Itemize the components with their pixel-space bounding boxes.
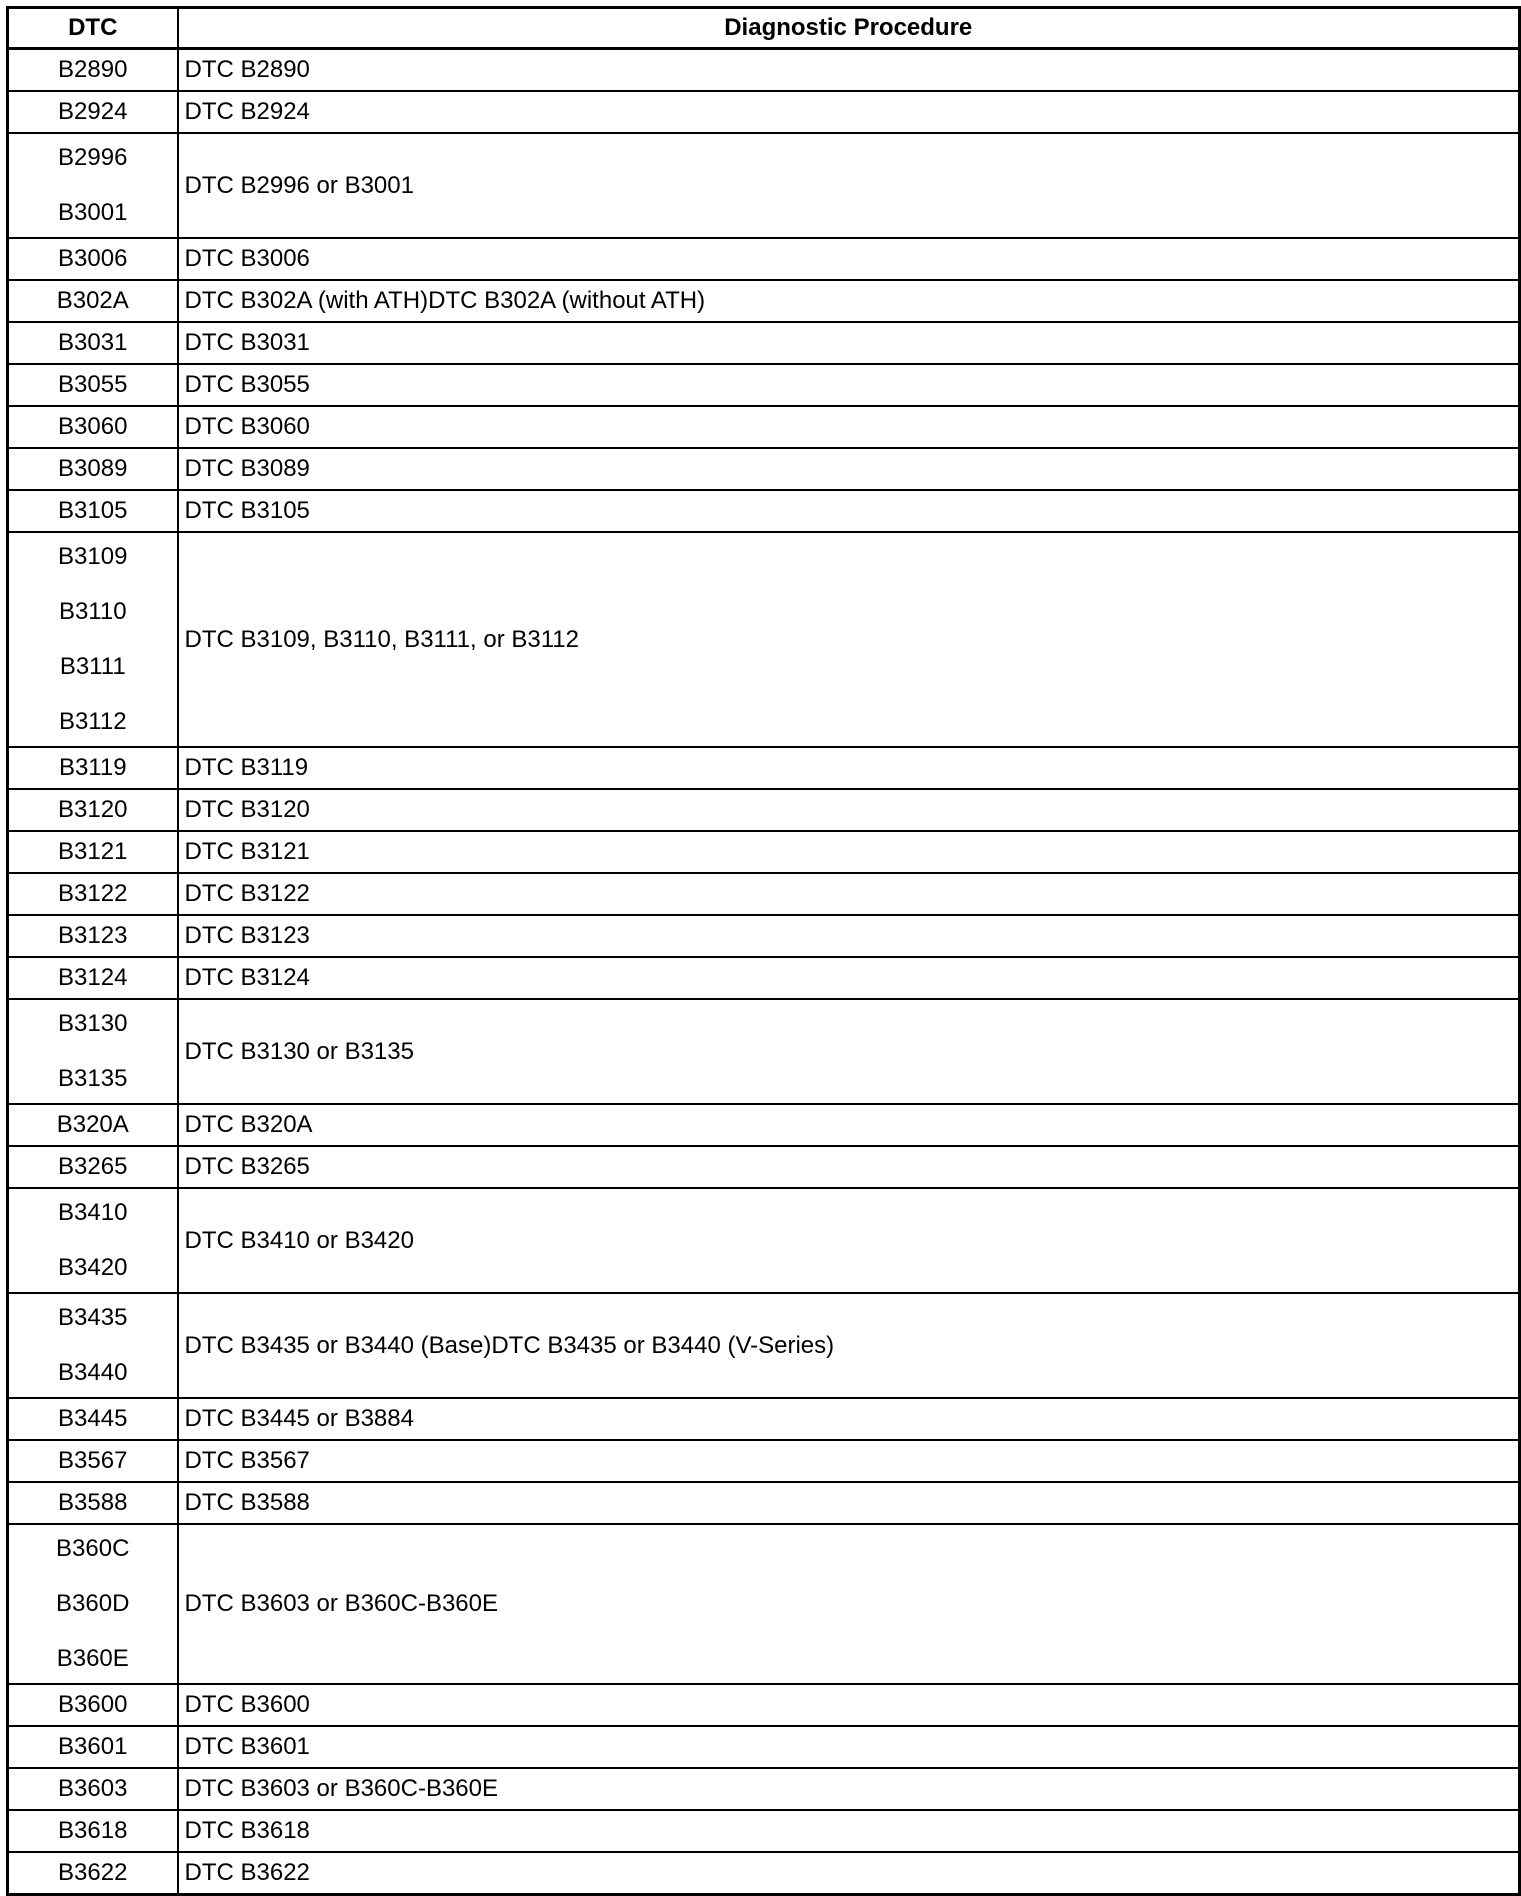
diagnostic-procedure-link[interactable]: DTC B3109, B3110, B3111, or B3112 xyxy=(178,532,1520,747)
dtc-code-cell xyxy=(8,1104,178,1146)
table-row xyxy=(8,322,1520,364)
dtc-code-cell xyxy=(8,999,178,1104)
dtc-code-cell xyxy=(8,448,178,490)
dtc-code-cell xyxy=(8,532,178,747)
table-row xyxy=(8,873,1520,915)
dtc-code-cell xyxy=(8,49,178,92)
table-row xyxy=(8,789,1520,831)
dtc-code: B3440 xyxy=(58,1359,128,1386)
dtc-code: B3111 xyxy=(59,653,126,680)
table-row xyxy=(8,406,1520,448)
table-row xyxy=(8,1146,1520,1188)
diagnostic-procedure-link[interactable]: DTC B2924 xyxy=(178,91,1520,133)
dtc-code: B3601 xyxy=(58,1733,128,1760)
diagnostic-procedure-link[interactable]: DTC B3006 xyxy=(178,238,1520,280)
diagnostic-procedure-link[interactable]: DTC B3588 xyxy=(178,1482,1520,1524)
diagnostic-procedure-link[interactable]: DTC B2890 xyxy=(178,49,1520,92)
table-row xyxy=(8,957,1520,999)
diagnostic-procedure-link[interactable]: DTC B3622 xyxy=(178,1852,1520,1895)
dtc-code: B3112 xyxy=(58,708,127,735)
dtc-code-cell xyxy=(8,1482,178,1524)
diagnostic-procedure-link[interactable]: DTC B3603 or B360C-B360E xyxy=(178,1768,1520,1810)
dtc-code: B3105 xyxy=(58,497,128,524)
dtc-code-cell xyxy=(8,1768,178,1810)
dtc-code-cell xyxy=(8,1810,178,1852)
diagnostic-procedure-link[interactable]: DTC B3031 xyxy=(178,322,1520,364)
diagnostic-procedure-link[interactable]: DTC B3122 xyxy=(178,873,1520,915)
dtc-code-cell xyxy=(8,873,178,915)
table-row xyxy=(8,1726,1520,1768)
diagnostic-procedure-link[interactable]: DTC B3601 xyxy=(178,1726,1520,1768)
dtc-code: B3124 xyxy=(58,964,128,991)
dtc-code: B320A xyxy=(56,1111,129,1138)
dtc-code: B3567 xyxy=(58,1447,128,1474)
dtc-code-cell xyxy=(8,406,178,448)
dtc-code-cell xyxy=(8,91,178,133)
dtc-code-cell xyxy=(8,915,178,957)
header-row xyxy=(8,8,1520,49)
dtc-code: B3119 xyxy=(58,754,127,781)
dtc-code: B3130 xyxy=(58,1010,128,1037)
diagnostic-procedure-link[interactable]: DTC B3265 xyxy=(178,1146,1520,1188)
dtc-code-cell xyxy=(8,1726,178,1768)
table-header xyxy=(8,8,1520,49)
table-row xyxy=(8,1524,1520,1684)
table-row xyxy=(8,364,1520,406)
dtc-table xyxy=(6,6,1521,1896)
dtc-code-cell xyxy=(8,1293,178,1398)
dtc-code: B3588 xyxy=(58,1489,128,1516)
dtc-code-cell xyxy=(8,1188,178,1293)
dtc-code: B3265 xyxy=(58,1153,128,1180)
dtc-code: B360C xyxy=(56,1535,130,1562)
dtc-code: B3622 xyxy=(58,1859,128,1886)
table-row xyxy=(8,1188,1520,1293)
dtc-code: B2924 xyxy=(58,98,128,125)
dtc-code: B3121 xyxy=(58,838,128,865)
diagnostic-procedure-link[interactable]: DTC B3618 xyxy=(178,1810,1520,1852)
diagnostic-procedure-link[interactable]: DTC B3121 xyxy=(178,831,1520,873)
dtc-code: B3600 xyxy=(58,1691,128,1718)
dtc-code-cell xyxy=(8,322,178,364)
table-row xyxy=(8,831,1520,873)
dtc-code: B360E xyxy=(56,1645,129,1672)
diagnostic-procedure-link[interactable]: DTC B3130 or B3135 xyxy=(178,999,1520,1104)
dtc-code: B3603 xyxy=(58,1775,128,1802)
dtc-code-cell xyxy=(8,1524,178,1684)
table-row xyxy=(8,1398,1520,1440)
diagnostic-procedure-link[interactable]: DTC B3124 xyxy=(178,957,1520,999)
dtc-code-cell xyxy=(8,1852,178,1895)
dtc-code: B3001 xyxy=(58,199,128,226)
table-row xyxy=(8,1482,1520,1524)
dtc-code: B3006 xyxy=(58,245,128,272)
table-body xyxy=(8,49,1520,1895)
table-row xyxy=(8,747,1520,789)
dtc-code: B3445 xyxy=(58,1405,128,1432)
dtc-code: B3420 xyxy=(58,1254,128,1281)
dtc-code: B3110 xyxy=(58,598,127,625)
dtc-code: B3135 xyxy=(58,1065,128,1092)
dtc-code: B3618 xyxy=(58,1817,128,1844)
dtc-code: B3123 xyxy=(58,922,128,949)
table-row xyxy=(8,49,1520,92)
table-row xyxy=(8,1293,1520,1398)
table-row xyxy=(8,532,1520,747)
diagnostic-procedure-link[interactable]: DTC B3120 xyxy=(178,789,1520,831)
dtc-code: B2996 xyxy=(58,144,128,171)
diagnostic-procedure-link[interactable]: DTC B3105 xyxy=(178,490,1520,532)
diagnostic-procedure-link[interactable]: DTC B302A (with ATH)DTC B302A (without ATH) xyxy=(178,280,1520,322)
dtc-code-cell xyxy=(8,1146,178,1188)
dtc-document xyxy=(6,6,1518,1886)
dtc-code-cell xyxy=(8,238,178,280)
table-row xyxy=(8,1768,1520,1810)
table-row xyxy=(8,1684,1520,1726)
dtc-code-cell xyxy=(8,1684,178,1726)
table-row xyxy=(8,238,1520,280)
dtc-code: B3120 xyxy=(58,796,128,823)
dtc-code: B302A xyxy=(56,287,129,314)
dtc-code: B3055 xyxy=(58,371,128,398)
diagnostic-procedure-link[interactable]: DTC B3435 or B3440 (Base)DTC B3435 or B3440 (V-Series) xyxy=(178,1293,1520,1398)
diagnostic-procedure-link[interactable]: DTC B3123 xyxy=(178,915,1520,957)
diagnostic-procedure-link[interactable]: DTC B2996 or B3001 xyxy=(178,133,1520,238)
diagnostic-procedure-link[interactable]: DTC B320A xyxy=(178,1104,1520,1146)
diagnostic-procedure-link[interactable]: DTC B3055 xyxy=(178,364,1520,406)
table-row xyxy=(8,1104,1520,1146)
dtc-code: B360D xyxy=(56,1590,130,1617)
dtc-code-cell xyxy=(8,133,178,238)
dtc-code-cell xyxy=(8,957,178,999)
dtc-code: B3060 xyxy=(58,413,128,440)
table-row xyxy=(8,490,1520,532)
dtc-code-cell xyxy=(8,789,178,831)
dtc-code-cell xyxy=(8,1398,178,1440)
dtc-code: B3122 xyxy=(58,880,128,907)
dtc-code: B3410 xyxy=(58,1199,128,1226)
table-row xyxy=(8,999,1520,1104)
table-row xyxy=(8,91,1520,133)
header-dtc: DTC xyxy=(8,8,178,49)
table-row xyxy=(8,1810,1520,1852)
dtc-code-cell xyxy=(8,1440,178,1482)
diagnostic-procedure-link[interactable]: DTC B3567 xyxy=(178,1440,1520,1482)
diagnostic-procedure-link[interactable]: DTC B3445 or B3884 xyxy=(178,1398,1520,1440)
table-row xyxy=(8,133,1520,238)
dtc-code: B3031 xyxy=(58,329,128,356)
dtc-code-cell xyxy=(8,364,178,406)
table-row xyxy=(8,915,1520,957)
table-row xyxy=(8,1440,1520,1482)
table-row xyxy=(8,448,1520,490)
dtc-code-cell xyxy=(8,490,178,532)
diagnostic-procedure-link[interactable]: DTC B3410 or B3420 xyxy=(178,1188,1520,1293)
header-diagnostic-procedure: Diagnostic Procedure xyxy=(178,8,1520,49)
dtc-code: B2890 xyxy=(58,56,128,83)
dtc-code-cell xyxy=(8,280,178,322)
dtc-code: B3089 xyxy=(58,455,128,482)
dtc-code-cell xyxy=(8,831,178,873)
diagnostic-procedure-link[interactable]: DTC B3119 xyxy=(178,747,1520,789)
dtc-code: B3435 xyxy=(58,1304,128,1331)
diagnostic-procedure-link[interactable]: DTC B3089 xyxy=(178,448,1520,490)
table-row xyxy=(8,1852,1520,1895)
diagnostic-procedure-link[interactable]: DTC B3603 or B360C-B360E xyxy=(178,1524,1520,1684)
table-row xyxy=(8,280,1520,322)
dtc-code-cell xyxy=(8,747,178,789)
diagnostic-procedure-link[interactable]: DTC B3600 xyxy=(178,1684,1520,1726)
dtc-code: B3109 xyxy=(58,543,128,570)
diagnostic-procedure-link[interactable]: DTC B3060 xyxy=(178,406,1520,448)
